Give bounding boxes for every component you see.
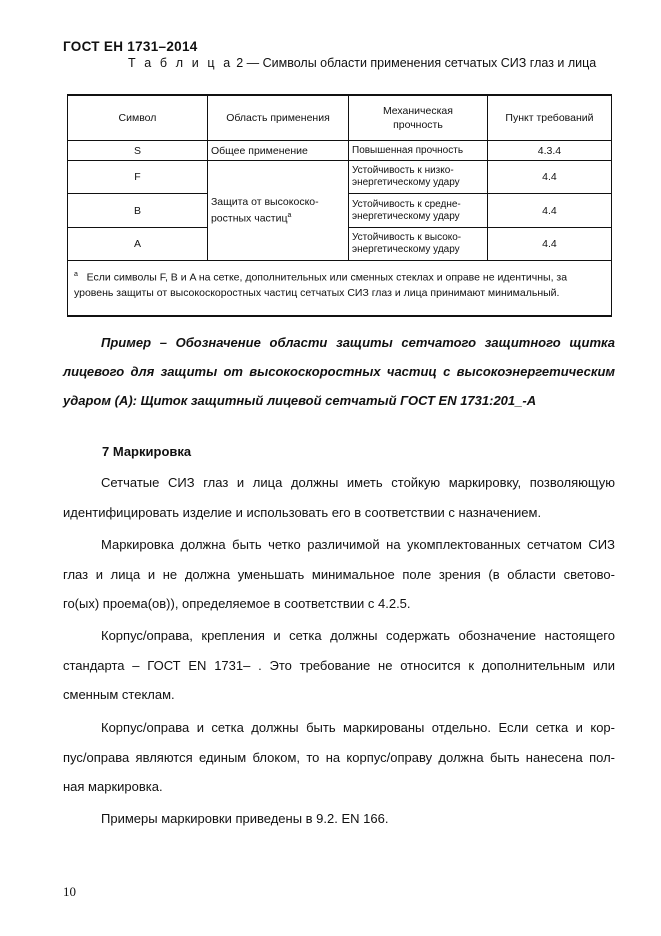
area-text: Защита от высокоско-ростных частиц	[210, 196, 319, 225]
table-header-row	[68, 95, 612, 141]
table-footnote-row	[68, 261, 612, 316]
symbol-cell: F	[68, 161, 208, 194]
paragraph	[63, 621, 615, 710]
clause-cell: 4.3.4	[487, 141, 611, 161]
example-line: ударом (A): Щиток защитный лицевой сетчатый ГОСТ EN 1731:201_-A	[63, 393, 537, 408]
area-cell: Общее применение	[207, 141, 348, 161]
symbol-cell: B	[68, 194, 208, 228]
clause-cell: 4.4	[487, 228, 611, 261]
paragraph	[63, 713, 615, 802]
symbol-cell: S	[68, 141, 208, 161]
table-row	[68, 141, 612, 161]
paragraph-line: ная маркировка.	[63, 779, 163, 794]
column-header-symbol: Символ	[68, 95, 208, 141]
table-footnote	[68, 261, 612, 316]
paragraph	[63, 804, 615, 834]
table-caption	[128, 56, 596, 70]
paragraph-line: стандарта – ГОСТ EN 1731– . Это требование не относится к дополнительным или	[63, 657, 615, 673]
column-header-area: Область применения	[207, 95, 348, 141]
paragraph-line: сменным стеклам.	[63, 687, 175, 702]
strength-cell: Устойчивость к низко-энергетическому удару	[349, 161, 488, 194]
column-header-clause: Пункт требований	[487, 95, 611, 141]
symbols-table	[67, 94, 612, 317]
page-number: 10	[63, 884, 76, 899]
section-heading: 7 Маркировка	[102, 444, 192, 459]
paragraph-line: Корпус/оправа и сетка должны быть маркированы отдельно. Если сетка и кор-	[101, 720, 615, 735]
example-line: лицевого для защиты от высокоскоростных частиц с высокоэнергетическим	[63, 364, 615, 379]
strength-cell: Устойчивость к высоко-энергетическому удару	[349, 228, 488, 261]
table-row	[68, 161, 612, 194]
footnote-ref: а	[287, 212, 292, 220]
paragraph-line: идентифицировать изделие и использовать его в соответствии с назначением.	[63, 504, 542, 520]
paragraph-line: го(ых) проема(ов)), определяемое в соответствии с 4.2.5.	[63, 596, 411, 611]
clause-cell: 4.4	[487, 194, 611, 228]
column-header-strength: Механическая прочность	[349, 95, 488, 141]
footnote-text: Если символы F, B и A на сетке, дополнительных или сменных стеклах и оправе не идентичны, за уровень защиты от высокоскоростных частиц сетчатых СИЗ глаз и лица принимают минимальный.	[74, 271, 568, 299]
table-caption-prefix: Т а б л и ц а	[128, 56, 233, 70]
area-cell-merged	[207, 161, 348, 261]
paragraph-line: Корпус/оправа, крепления и сетка должны содержать обозначение настоящего	[101, 628, 615, 643]
strength-cell: Устойчивость к средне-энергетическому удару	[349, 194, 488, 228]
paragraph-line: пус/оправа являются единым блоком, то на корпус/оправу должна быть нанесена пол-	[63, 749, 615, 765]
paragraph-line: глаз и лица и не должна уменьшать минимальное поле зрения (в области светово-	[63, 566, 615, 582]
symbol-cell: A	[68, 228, 208, 261]
paragraph-line: Маркировка должна быть четко различимой на укомплектованных сетчатом СИЗ	[101, 537, 615, 552]
clause-cell: 4.4	[487, 161, 611, 194]
table-caption-title: 2 — Символы области применения сетчатых СИЗ глаз и лица	[232, 56, 597, 70]
strength-cell: Повышенная прочность	[349, 141, 488, 161]
example-line: Пример – Обозначение области защиты сетчатого защитного щитка	[101, 335, 615, 350]
paragraph-line: Сетчатые СИЗ глаз и лица должны иметь стойкую маркировку, позволяющую	[101, 475, 615, 490]
document-code-header: ГОСТ EH 1731–2014	[63, 39, 198, 54]
example-block	[63, 328, 615, 415]
paragraph	[63, 468, 615, 527]
paragraph-line: Примеры маркировки приведены в 9.2. EN 166.	[101, 811, 389, 826]
paragraph	[63, 530, 615, 619]
footnote-mark: а	[74, 271, 78, 278]
